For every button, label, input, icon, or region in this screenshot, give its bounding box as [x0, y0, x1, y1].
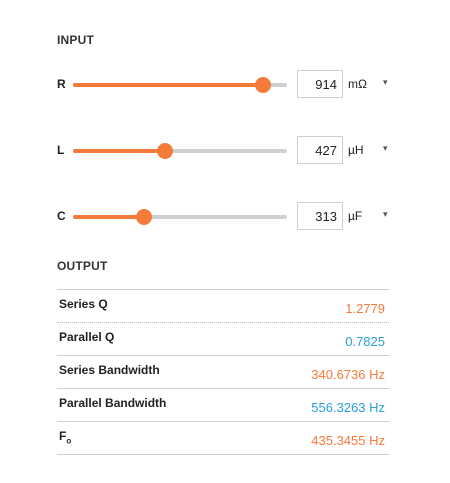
input-section-title: INPUT	[57, 33, 94, 47]
chevron-down-icon[interactable]: ▾	[383, 143, 388, 153]
output-row-parallel-q	[57, 322, 389, 355]
unit-select-r[interactable]: mΩ	[348, 77, 367, 91]
output-section-title: OUTPUT	[57, 259, 108, 273]
chevron-down-icon[interactable]: ▾	[383, 209, 388, 219]
slider-row-l	[0, 136, 450, 166]
slider-row-c	[0, 202, 450, 232]
output-value: 0.7825	[345, 334, 385, 349]
output-value: 340.6736 Hz	[311, 367, 385, 382]
unit-select-c[interactable]: µF	[348, 209, 363, 223]
output-label: Series Q	[59, 297, 108, 311]
slider-row-r	[0, 70, 450, 100]
output-label-subscript: o	[66, 436, 72, 446]
value-input-c[interactable]: 313	[297, 202, 343, 230]
slider-fill-c	[73, 215, 144, 219]
output-value: 435.3455 Hz	[311, 433, 385, 448]
output-label	[59, 429, 71, 445]
output-row-resonant-frequency	[57, 421, 389, 455]
output-value: 1.2779	[345, 301, 385, 316]
output-row-series-q	[57, 289, 389, 322]
slider-label-c: C	[57, 209, 66, 223]
output-label-main: F	[59, 429, 67, 443]
slider-track-r[interactable]	[73, 83, 287, 87]
slider-thumb-l[interactable]	[157, 143, 173, 159]
slider-label-r: R	[57, 77, 66, 91]
slider-thumb-c[interactable]	[136, 209, 152, 225]
value-input-r[interactable]: 914	[297, 70, 343, 98]
value-input-l[interactable]: 427	[297, 136, 343, 164]
slider-track-l[interactable]	[73, 149, 287, 153]
slider-fill-r	[73, 83, 263, 87]
slider-track-c[interactable]	[73, 215, 287, 219]
slider-thumb-r[interactable]	[255, 77, 271, 93]
chevron-down-icon[interactable]: ▾	[383, 77, 388, 87]
slider-fill-l	[73, 149, 165, 153]
output-row-parallel-bandwidth	[57, 388, 389, 421]
slider-label-l: L	[57, 143, 65, 157]
output-row-series-bandwidth	[57, 355, 389, 388]
output-table	[57, 289, 389, 455]
output-label: Parallel Bandwidth	[59, 396, 167, 410]
output-label: Parallel Q	[59, 330, 115, 344]
unit-select-l[interactable]: µH	[348, 143, 364, 157]
output-label: Series Bandwidth	[59, 363, 160, 377]
output-value: 556.3263 Hz	[311, 400, 385, 415]
